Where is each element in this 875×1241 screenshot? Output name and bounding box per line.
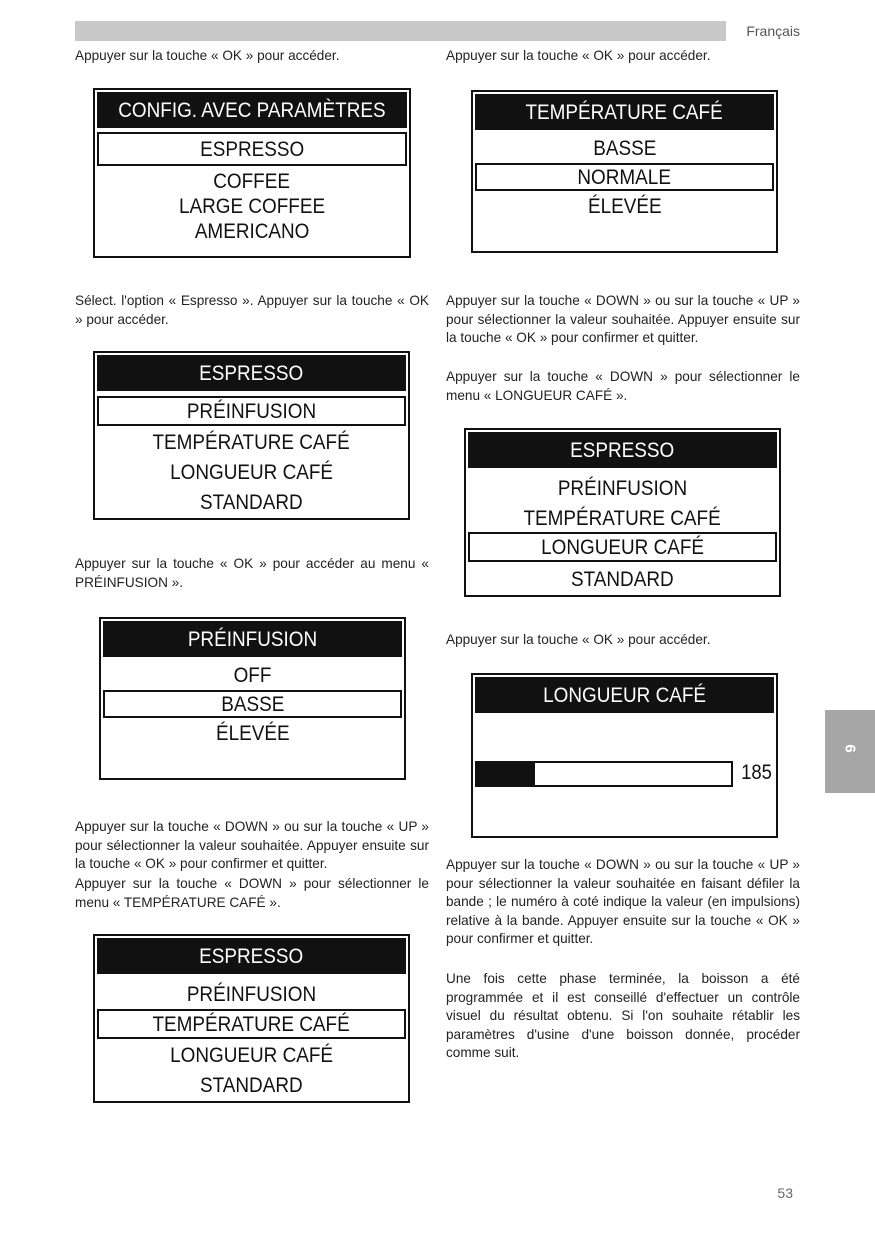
screen-item: TEMPÉRATURE CAFÉ xyxy=(152,430,351,454)
screen-item: ÉLEVÉE xyxy=(587,194,662,218)
screen-item-selected: LONGUEUR CAFÉ xyxy=(468,532,777,562)
instruction-text: Sélect. l'option « Espresso ». Appuyer sur la touche « OK » pour accéder. xyxy=(75,293,429,327)
instruction-text: Appuyer sur la touche « OK » pour accéder au menu « PRÉINFUSION ». xyxy=(75,556,429,590)
instruction-text: Appuyer sur la touche « OK » pour accéder. xyxy=(446,48,711,63)
display-screen-temperature xyxy=(471,90,778,253)
instruction-text: Appuyer sur la touche « DOWN » ou sur la touche « UP » pour sélectionner la valeur souhaitée en faisant défiler la bande ; le numéro à coté indique la valeur (en impulsions) relative à la bande. Appuyer ensuite sur la touche « OK » pour confirmer et quitter. xyxy=(446,857,800,946)
screen-item: STANDARD xyxy=(200,1073,303,1097)
instruction-text: Appuyer sur la touche « OK » pour accéder. xyxy=(75,48,340,63)
screen-item-selected: TEMPÉRATURE CAFÉ xyxy=(97,1009,406,1039)
screen-item: TEMPÉRATURE CAFÉ xyxy=(523,506,722,530)
screen-item: LONGUEUR CAFÉ xyxy=(170,1043,333,1067)
header-bar xyxy=(75,21,726,41)
page-number: 53 xyxy=(777,1185,793,1201)
screen-item: COFFEE xyxy=(213,169,291,193)
screen-title: CONFIG. AVEC PARAMÈTRES xyxy=(97,92,407,128)
instruction-text: Une fois cette phase terminée, la boisson a été programmée et il est conseillé d'effectuer un contrôle visuel du résultat obtenu. Si l'on souhaite rétablir les paramètres d'usine d'une boisson donnée, procéder comme suit. xyxy=(446,971,800,1060)
display-screen-espresso-length xyxy=(464,428,781,597)
chapter-tab xyxy=(825,710,875,793)
screen-item: LONGUEUR CAFÉ xyxy=(170,460,333,484)
screen-item: PRÉINFUSION xyxy=(186,982,317,1006)
instruction-text: Appuyer sur la touche « DOWN » ou sur la touche « UP » pour sélectionner la valeur souhaitée. Appuyer ensuite sur la touche « OK » pour confirmer et quitter. xyxy=(75,819,429,871)
screen-item: OFF xyxy=(233,663,272,687)
screen-item-selected: ESPRESSO xyxy=(97,132,407,166)
display-screen-preinfusion xyxy=(99,617,406,780)
progress-bar xyxy=(475,761,733,787)
chapter-number: 6 xyxy=(841,744,859,753)
screen-title: ESPRESSO xyxy=(97,355,406,391)
display-screen-config xyxy=(93,88,411,258)
screen-title: ESPRESSO xyxy=(97,938,406,974)
screen-item: LARGE COFFEE xyxy=(178,194,326,218)
display-screen-espresso xyxy=(93,351,410,520)
screen-item: BASSE xyxy=(592,136,657,160)
screen-item-selected: NORMALE xyxy=(475,163,774,191)
screen-item: PRÉINFUSION xyxy=(557,476,688,500)
screen-item: ÉLEVÉE xyxy=(215,721,290,745)
screen-title: ESPRESSO xyxy=(468,432,777,468)
language-label: Français xyxy=(746,23,800,39)
screen-item: STANDARD xyxy=(571,567,674,591)
screen-item: STANDARD xyxy=(200,490,303,514)
instruction-text: Appuyer sur la touche « OK » pour accéder. xyxy=(446,632,711,647)
instruction-text: Appuyer sur la touche « DOWN » pour sélectionner le menu « TEMPÉRATURE CAFÉ ». xyxy=(75,876,429,910)
display-screen-longueur xyxy=(471,673,778,838)
instruction-text: Appuyer sur la touche « DOWN » pour sélectionner le menu « LONGUEUR CAFÉ ». xyxy=(446,369,800,403)
screen-title: PRÉINFUSION xyxy=(103,621,402,657)
screen-item-selected: BASSE xyxy=(103,690,402,718)
instruction-text: Appuyer sur la touche « DOWN » ou sur la touche « UP » pour sélectionner la valeur souhaitée. Appuyer ensuite sur la touche « OK » pour confirmer et quitter. xyxy=(446,293,800,345)
progress-bar-fill xyxy=(477,763,535,785)
screen-title: LONGUEUR CAFÉ xyxy=(475,677,774,713)
progress-value: 185 xyxy=(741,761,772,784)
screen-item: AMERICANO xyxy=(194,219,310,243)
screen-item-selected: PRÉINFUSION xyxy=(97,396,406,426)
display-screen-espresso-temp xyxy=(93,934,410,1103)
screen-title: TEMPÉRATURE CAFÉ xyxy=(475,94,774,130)
